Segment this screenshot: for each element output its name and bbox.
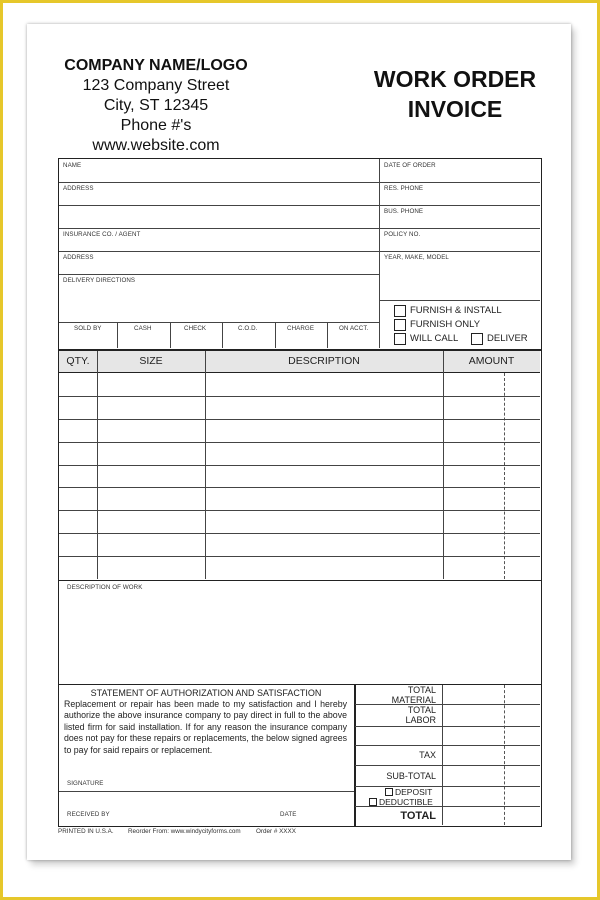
company-city: City, ST 12345: [103, 97, 209, 114]
total-material-label: [356, 685, 436, 705]
company-street: 123 Company Street: [82, 77, 230, 94]
on-acct-label: ON ACCT.: [339, 325, 369, 332]
company-block: [58, 56, 254, 156]
printed-label: PRINTED IN U.S.A.: [58, 828, 114, 835]
name-label: NAME: [63, 162, 82, 169]
deposit-label: DEPOSIT: [395, 787, 433, 797]
furnish-install-checkbox[interactable]: [394, 305, 406, 317]
furnish-install-label: FURNISH & INSTALL: [410, 305, 502, 316]
statement-heading: STATEMENT OF AUTHORIZATION AND SATISFACTION: [90, 688, 322, 698]
company-website: www.website.com: [92, 137, 220, 154]
description-of-work-box[interactable]: [58, 580, 542, 685]
table-row-divider: [59, 510, 540, 511]
company-name: COMPANY NAME/LOGO: [64, 57, 248, 74]
insurance-label: INSURANCE CO. / AGENT: [63, 231, 141, 238]
table-row-divider: [59, 465, 540, 466]
total-material-line-2: MATERIAL: [391, 695, 436, 705]
cash-label: CASH: [134, 325, 152, 332]
table-row-divider: [59, 442, 540, 443]
order-number-label: Order # XXXX: [256, 828, 296, 835]
signature-label: SIGNATURE: [67, 780, 104, 787]
table-row-divider: [59, 419, 540, 420]
title-line-1: WORK ORDER: [373, 66, 537, 92]
bus-phone-label: BUS. PHONE: [384, 208, 424, 215]
deposit-checkbox[interactable]: [385, 788, 393, 796]
total-labor-label: [356, 705, 436, 725]
total-labor-line-1: TOTAL: [407, 705, 436, 715]
statement-body: Replacement or repair has been made to my satisfaction and I hereby authorize the above insurance company to pay direct in full to the above listed firm for said installation. If for any reason the insurance company does not pay for these repairs or replacements, the below signed agrees to pay for said repairs or replacement.: [64, 699, 347, 755]
total-labor-line-2: LABOR: [405, 715, 436, 725]
total-label: TOTAL: [400, 810, 436, 822]
deductible-option[interactable]: [369, 798, 439, 808]
date-label: DATE: [280, 811, 297, 818]
title-line-2: INVOICE: [407, 96, 503, 122]
total-material-line-1: TOTAL: [407, 685, 436, 695]
size-header: SIZE: [139, 355, 163, 367]
date-of-order-label: DATE OF ORDER: [384, 162, 436, 169]
deductible-checkbox[interactable]: [369, 798, 377, 806]
sub-total-label: SUB-TOTAL: [386, 771, 436, 781]
address-label: ADDRESS: [63, 185, 94, 192]
policy-no-label: POLICY NO.: [384, 231, 421, 238]
document-title: [362, 64, 548, 124]
res-phone-label: RES. PHONE: [384, 185, 424, 192]
cod-label: C.O.D.: [238, 325, 258, 332]
table-row-divider: [59, 396, 540, 397]
deposit-deductible-options: [369, 788, 439, 807]
company-phone: Phone #'s: [120, 117, 192, 134]
deliver-checkbox[interactable]: [471, 333, 483, 345]
qty-header: QTY.: [66, 355, 90, 367]
description-header: DESCRIPTION: [288, 355, 360, 367]
table-row-divider: [59, 533, 540, 534]
tax-label: TAX: [419, 750, 436, 760]
year-make-model-label: YEAR, MAKE, MODEL: [384, 254, 449, 261]
will-call-label: WILL CALL: [410, 333, 459, 344]
sold-by-label: SOLD BY: [74, 325, 102, 332]
table-row-divider: [59, 487, 540, 488]
deductible-label: DEDUCTIBLE: [379, 796, 433, 807]
address2-label: ADDRESS: [63, 254, 94, 261]
charge-label: CHARGE: [287, 325, 315, 332]
description-of-work-label: DESCRIPTION OF WORK: [67, 584, 143, 591]
table-row-divider: [59, 556, 540, 557]
amount-header: AMOUNT: [468, 355, 515, 367]
reorder-label: Reorder From: www.windycityforms.com: [128, 828, 241, 835]
delivery-directions-label: DELIVERY DIRECTIONS: [63, 277, 136, 284]
furnish-only-checkbox[interactable]: [394, 319, 406, 331]
furnish-only-label: FURNISH ONLY: [410, 319, 481, 330]
will-call-checkbox[interactable]: [394, 333, 406, 345]
check-label: CHECK: [184, 325, 207, 332]
received-by-label: RECEIVED BY: [67, 811, 110, 818]
deliver-label: DELIVER: [487, 333, 528, 344]
